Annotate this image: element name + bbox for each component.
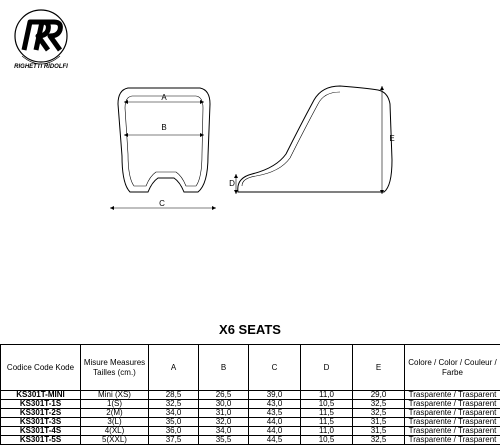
cell-c: 44,0 <box>249 427 301 436</box>
cell-d: 11,0 <box>301 391 353 400</box>
seat-technical-drawing <box>100 70 420 220</box>
cell-a: 37,5 <box>149 436 199 445</box>
cell-code: KS301T-3S <box>1 418 81 427</box>
cell-b: 26,5 <box>199 391 249 400</box>
cell-e: 31,5 <box>353 418 405 427</box>
cell-measure: 4(XL) <box>81 427 149 436</box>
dimension-label-a: A <box>161 93 167 102</box>
cell-c: 44,5 <box>249 436 301 445</box>
seat-side-outline <box>238 86 395 192</box>
cell-code: KS301T-5S <box>1 436 81 445</box>
col-header-code: Codice Code Kode <box>1 345 81 391</box>
seat-side-inner-outline <box>242 92 340 186</box>
cell-a: 32,5 <box>149 400 199 409</box>
table-row <box>1 427 500 436</box>
seat-views <box>100 70 420 220</box>
cell-code: KS301T-2S <box>1 409 81 418</box>
cell-measure: Mini (XS) <box>81 391 149 400</box>
cell-b: 31,0 <box>199 409 249 418</box>
cell-code: KS301T-MINI <box>1 391 81 400</box>
cell-measure: 2(M) <box>81 409 149 418</box>
cell-color: Trasparente / Trasparent <box>405 391 500 400</box>
table-row <box>1 391 500 400</box>
col-header-d: D <box>301 345 353 391</box>
cell-a: 35,0 <box>149 418 199 427</box>
cell-e: 32,5 <box>353 409 405 418</box>
col-header-c: C <box>249 345 301 391</box>
cell-b: 34,0 <box>199 427 249 436</box>
cell-color: Trasparente / Trasparent <box>405 409 500 418</box>
dimension-label-c: C <box>159 199 165 208</box>
cell-d: 10,5 <box>301 400 353 409</box>
righetti-ridolfi-logo-mark <box>8 6 74 72</box>
col-header-e: E <box>353 345 405 391</box>
cell-a: 28,5 <box>149 391 199 400</box>
dimension-label-e: E <box>389 134 395 143</box>
cell-d: 11,5 <box>301 409 353 418</box>
col-header-b: B <box>199 345 249 391</box>
cell-e: 29,0 <box>353 391 405 400</box>
table-header-row <box>1 345 500 391</box>
col-header-measures: Misure Measures Tailles (cm.) <box>81 345 149 391</box>
cell-color: Trasparente / Trasparent <box>405 418 500 427</box>
brand-logo <box>8 6 74 72</box>
cell-e: 32,5 <box>353 436 405 445</box>
cell-c: 43,5 <box>249 409 301 418</box>
cell-c: 39,0 <box>249 391 301 400</box>
cell-color: Trasparente / Trasparent <box>405 400 500 409</box>
table-row <box>1 400 500 409</box>
logo-text: RIGHETTI RIDOLFI <box>14 64 68 70</box>
table-row <box>1 409 500 418</box>
col-header-color: Colore / Color / Couleur / Farbe <box>405 345 500 391</box>
dimension-label-b: B <box>161 123 167 132</box>
cell-d: 11,0 <box>301 427 353 436</box>
cell-c: 43,0 <box>249 400 301 409</box>
seat-front-outline <box>118 88 210 192</box>
cell-a: 36,0 <box>149 427 199 436</box>
cell-measure: 1(S) <box>81 400 149 409</box>
cell-e: 32,5 <box>353 400 405 409</box>
cell-d: 11,5 <box>301 418 353 427</box>
page-title: X6 SEATS <box>219 322 281 337</box>
seat-front-inner-outline <box>125 96 203 186</box>
cell-d: 10,5 <box>301 436 353 445</box>
col-header-a: A <box>149 345 199 391</box>
cell-measure: 3(L) <box>81 418 149 427</box>
cell-code: KS301T-4S <box>1 427 81 436</box>
cell-color: Trasparente / Trasparent <box>405 427 500 436</box>
dimension-label-d: D <box>229 179 235 188</box>
cell-e: 31,5 <box>353 427 405 436</box>
cell-code: KS301T-1S <box>1 400 81 409</box>
cell-b: 32,0 <box>199 418 249 427</box>
cell-c: 44,0 <box>249 418 301 427</box>
cell-a: 34,0 <box>149 409 199 418</box>
cell-measure: 5(XXL) <box>81 436 149 445</box>
seat-spec-table <box>0 344 500 445</box>
cell-color: Trasparente / Trasparent <box>405 436 500 445</box>
cell-b: 35,5 <box>199 436 249 445</box>
table-row <box>1 436 500 445</box>
cell-b: 30,0 <box>199 400 249 409</box>
table-row <box>1 418 500 427</box>
